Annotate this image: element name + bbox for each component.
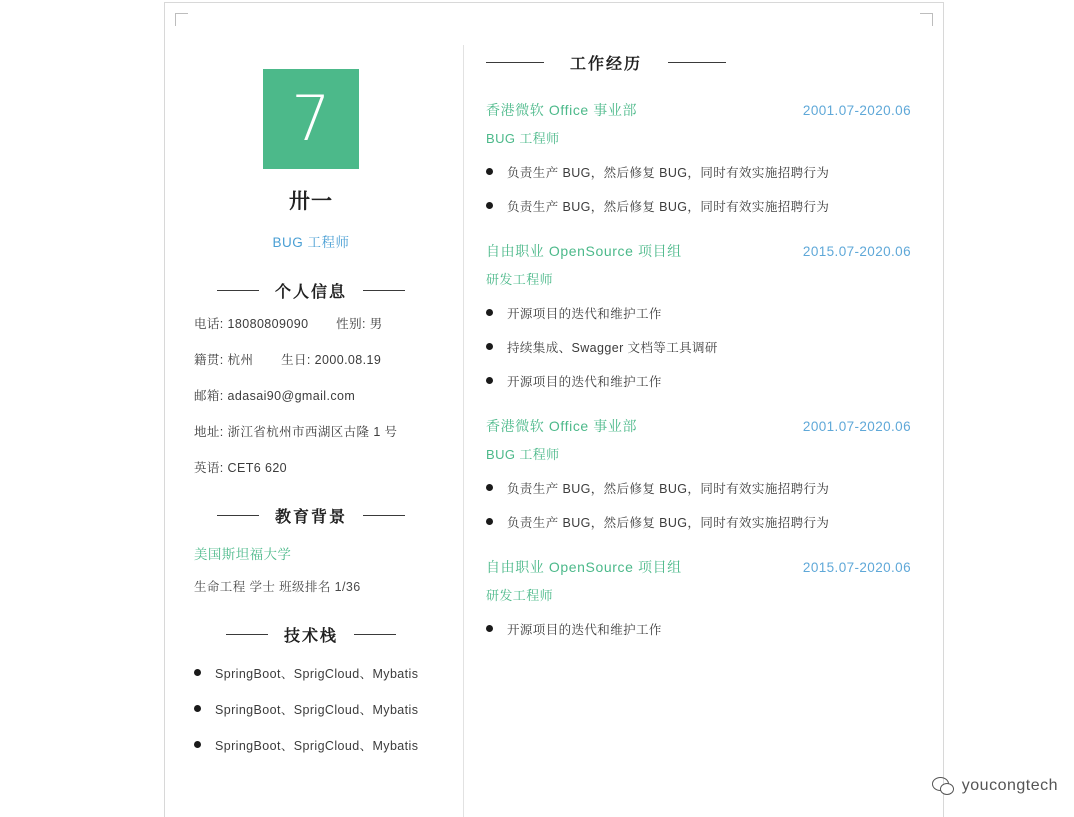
section-header-personal-info (179, 279, 443, 302)
education-meta: 生命工程 学士 班级排名 1/36 (194, 580, 361, 594)
info-row (194, 386, 443, 404)
job-header (486, 241, 929, 261)
rule-left-icon (217, 515, 259, 516)
section-header-education (179, 504, 443, 527)
job-header (486, 100, 929, 120)
bullet-icon (194, 741, 201, 748)
list-item-label: 持续集成、Swagger 文档等工具调研 (507, 341, 718, 355)
job-role: BUG 工程师 (486, 131, 560, 146)
list-item-label: 负责生产 BUG，然后修复 BUG，同时有效实施招聘行为 (507, 516, 830, 530)
info-primary: 英语: CET6 620 (194, 461, 288, 475)
job-role: 研发工程师 (486, 588, 554, 603)
person-role: BUG 工程师 (272, 235, 350, 250)
info-secondary: 性别: 男 (336, 317, 383, 331)
info-primary: 邮箱: adasai90@gmail.com (194, 389, 356, 403)
list-item (179, 736, 443, 754)
list-item (486, 620, 929, 638)
job-date: 2015.07-2020.06 (802, 244, 911, 259)
list-item-label: 负责生产 BUG，然后修复 BUG，同时有效实施招聘行为 (507, 200, 830, 214)
list-item-label: 负责生产 BUG，然后修复 BUG，同时有效实施招聘行为 (507, 482, 830, 496)
job-entry (486, 416, 929, 531)
list-item-label: SpringBoot、SprigCloud、Mybatis (215, 703, 419, 717)
list-item-label: 开源项目的迭代和维护工作 (507, 623, 662, 637)
job-company: 香港微软 Office 事业部 (486, 418, 638, 434)
list-item (486, 197, 929, 215)
list-item (486, 372, 929, 390)
list-item (179, 664, 443, 682)
rule-left-icon (217, 290, 259, 291)
avatar-wrap (179, 45, 443, 169)
job-role: BUG 工程师 (486, 447, 560, 462)
resume-columns (179, 45, 929, 817)
list-item (179, 700, 443, 718)
watermark-label: youcongtech (961, 777, 1058, 794)
job-header (486, 416, 929, 436)
watermark (932, 777, 1058, 795)
list-item-label: SpringBoot、SprigCloud、Mybatis (215, 667, 419, 681)
bullet-icon (486, 625, 493, 632)
job-date: 2001.07-2020.06 (802, 419, 911, 434)
job-header (486, 557, 929, 577)
bullet-icon (486, 518, 493, 525)
skills-list (179, 664, 443, 754)
list-item (486, 163, 929, 181)
bullet-icon (486, 343, 493, 350)
section-title: 个人信息 (274, 284, 347, 301)
section-title: 技术栈 (283, 628, 338, 645)
rule-left-icon (486, 62, 544, 63)
rule-right-icon (363, 290, 405, 291)
bullet-icon (486, 202, 493, 209)
info-primary: 地址: 浙江省杭州市西湖区古隆 1 号 (194, 425, 398, 439)
list-item (486, 479, 929, 497)
right-column (464, 45, 929, 817)
section-title: 教育背景 (274, 509, 347, 526)
info-row (194, 422, 443, 440)
job-entry (486, 100, 929, 215)
education-school: 美国斯坦福大学 (194, 547, 292, 562)
resume-content (179, 15, 929, 817)
list-item (486, 513, 929, 531)
list-item (486, 304, 929, 322)
info-row (194, 314, 443, 332)
rule-left-icon (226, 634, 268, 635)
job-entry (486, 241, 929, 390)
wechat-icon (932, 777, 954, 795)
list-item-label: SpringBoot、SprigCloud、Mybatis (215, 739, 419, 753)
rule-right-icon (668, 62, 726, 63)
bullet-icon (194, 705, 201, 712)
resume-page (165, 3, 943, 817)
bullet-icon (486, 168, 493, 175)
rule-right-icon (354, 634, 396, 635)
rule-right-icon (363, 515, 405, 516)
bullet-icon (486, 309, 493, 316)
person-name: 卅一 (289, 190, 333, 213)
bullet-icon (486, 484, 493, 491)
avatar: 7 (263, 69, 359, 169)
job-company: 自由职业 OpenSource 项目组 (486, 243, 682, 259)
list-item-label: 开源项目的迭代和维护工作 (507, 375, 662, 389)
info-primary: 电话: 18080809090 (194, 317, 309, 331)
left-column (179, 45, 464, 817)
list-item-label: 开源项目的迭代和维护工作 (507, 307, 662, 321)
info-secondary: 生日: 2000.08.19 (281, 353, 382, 367)
personal-info-list (179, 314, 443, 476)
bullet-icon (486, 377, 493, 384)
list-item (486, 338, 929, 356)
bullet-icon (194, 669, 201, 676)
job-role: 研发工程师 (486, 272, 554, 287)
section-title: 工作经历 (570, 56, 643, 73)
info-row (194, 458, 443, 476)
section-header-skills (179, 623, 443, 646)
job-company: 自由职业 OpenSource 项目组 (486, 559, 682, 575)
info-row (194, 350, 443, 368)
info-primary: 籍贯: 杭州 (194, 353, 254, 367)
job-entry (486, 557, 929, 638)
job-company: 香港微软 Office 事业部 (486, 102, 638, 118)
list-item-label: 负责生产 BUG，然后修复 BUG，同时有效实施招聘行为 (507, 166, 830, 180)
section-header-work-experience (486, 51, 929, 74)
job-date: 2001.07-2020.06 (802, 103, 911, 118)
job-date: 2015.07-2020.06 (802, 560, 911, 575)
